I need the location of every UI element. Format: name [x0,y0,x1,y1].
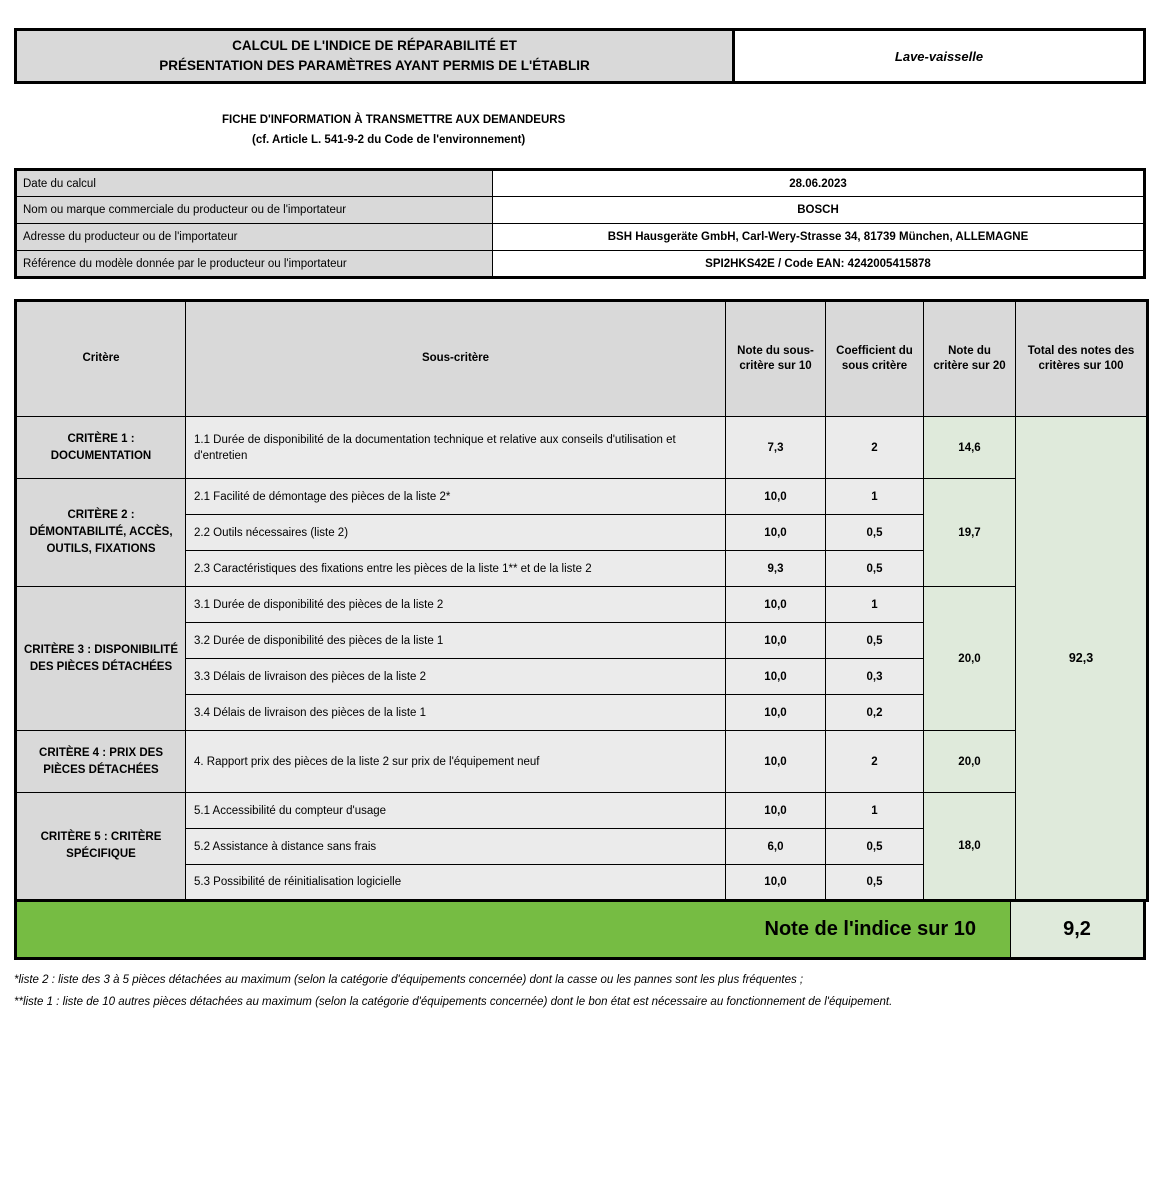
subcriterion-coefficient: 0,5 [826,515,924,551]
subcriterion-label: 5.3 Possibilité de réinitialisation logicielle [186,865,726,901]
subcriterion-label: 3.1 Durée de disponibilité des pièces de la liste 2 [186,587,726,623]
table-row [16,170,1145,197]
table-row [16,793,1148,829]
subcriterion-coefficient: 0,2 [826,695,924,731]
product-category: Lave-vaisselle [735,31,1143,81]
table-row [16,587,1148,623]
subcriterion-note: 9,3 [726,551,826,587]
table-row [16,251,1145,278]
subcriterion-coefficient: 2 [826,731,924,793]
subcriterion-label: 5.2 Assistance à distance sans frais [186,829,726,865]
subcriterion-note: 10,0 [726,659,826,695]
document-title [17,31,735,81]
subcriterion-label: 2.3 Caractéristiques des fixations entre les pièces de la liste 1** et de la liste 2 [186,551,726,587]
table-header-row [16,301,1148,417]
criterion-name: CRITÈRE 1 : DOCUMENTATION [16,417,186,479]
subtitle-line2: (cf. Article L. 541-9-2 du Code de l'environnement) [252,134,526,147]
ident-label: Date du calcul [16,170,493,197]
criterion-name: CRITÈRE 4 : PRIX DES PIÈCES DÉTACHÉES [16,731,186,793]
col-header-critere: Critère [16,301,186,417]
footnote-liste1: **liste 1 : liste de 10 autres pièces détachées au maximum (selon la catégorie d'équipements concernée) dont le bon état est nécessaire au fonctionnement de l'équipement. [14,996,893,1009]
table-row [16,731,1148,793]
identification-table [14,168,1146,279]
criterion-note: 20,0 [924,731,1016,793]
subcriterion-coefficient: 0,3 [826,659,924,695]
footnote-liste2: *liste 2 : liste des 3 à 5 pièces détachées au maximum (selon la catégorie d'équipements concernée) dont la casse ou les pannes sont les plus fréquentes ; [14,974,804,987]
document-title-line2: PRÉSENTATION DES PARAMÈTRES AYANT PERMIS DE L'ÉTABLIR [159,58,590,73]
ident-label: Adresse du producteur ou de l'importateur [16,224,493,251]
subcriterion-label: 1.1 Durée de disponibilité de la documentation technique et relative aux conseils d'utilisation et d'entretien [186,417,726,479]
criterion-note: 20,0 [924,587,1016,731]
footnotes [14,970,1146,1012]
document-header [14,28,1146,84]
criterion-note: 14,6 [924,417,1016,479]
criterion-name: CRITÈRE 3 : DISPONIBILITÉ DES PIÈCES DÉTACHÉES [16,587,186,731]
subcriterion-note: 10,0 [726,623,826,659]
repairability-index-document [0,28,1160,1188]
subcriterion-coefficient: 1 [826,479,924,515]
subcriterion-coefficient: 1 [826,793,924,829]
subcriterion-coefficient: 0,5 [826,623,924,659]
col-header-total: Total des notes des critères sur 100 [1016,301,1148,417]
total-score: 92,3 [1016,417,1148,901]
col-header-sous-critere: Sous-critère [186,301,726,417]
subcriterion-label: 3.2 Durée de disponibilité des pièces de la liste 1 [186,623,726,659]
col-header-coefficient: Coefficient du sous critère [826,301,924,417]
table-row [16,224,1145,251]
subcriterion-note: 10,0 [726,865,826,901]
subcriterion-note: 10,0 [726,587,826,623]
subcriterion-note: 10,0 [726,515,826,551]
subcriterion-coefficient: 2 [826,417,924,479]
table-row [16,479,1148,515]
subtitle-line1: FICHE D'INFORMATION À TRANSMETTRE AUX DEMANDEURS [222,114,566,126]
ident-label: Nom ou marque commerciale du producteur ou de l'importateur [16,197,493,224]
scoring-table [14,299,1149,902]
document-subtitle [222,110,1146,150]
ident-value: BSH Hausgeräte GmbH, Carl-Wery-Strasse 34, 81739 München, ALLEMAGNE [493,224,1145,251]
criterion-note: 18,0 [924,793,1016,901]
subcriterion-label: 4. Rapport prix des pièces de la liste 2 sur prix de l'équipement neuf [186,731,726,793]
final-score-band [14,902,1146,960]
subcriterion-note: 10,0 [726,731,826,793]
col-header-note-critere: Note du critère sur 20 [924,301,1016,417]
subcriterion-label: 3.3 Délais de livraison des pièces de la liste 2 [186,659,726,695]
ident-value: 28.06.2023 [493,170,1145,197]
criterion-name: CRITÈRE 5 : CRITÈRE SPÉCIFIQUE [16,793,186,901]
table-row [16,417,1148,479]
subcriterion-label: 2.1 Facilité de démontage des pièces de la liste 2* [186,479,726,515]
subcriterion-coefficient: 0,5 [826,865,924,901]
col-header-note-sous-critere: Note du sous-critère sur 10 [726,301,826,417]
subcriterion-note: 10,0 [726,793,826,829]
subcriterion-note: 7,3 [726,417,826,479]
ident-value: SPI2HKS42E / Code EAN: 4242005415878 [493,251,1145,278]
criterion-name: CRITÈRE 2 : DÉMONTABILITÉ, ACCÈS, OUTILS, FIXATIONS [16,479,186,587]
subcriterion-label: 3.4 Délais de livraison des pièces de la liste 1 [186,695,726,731]
criterion-note: 19,7 [924,479,1016,587]
subcriterion-coefficient: 0,5 [826,829,924,865]
table-row [16,197,1145,224]
final-score-value: 9,2 [1010,902,1143,957]
subcriterion-coefficient: 1 [826,587,924,623]
subcriterion-note: 10,0 [726,479,826,515]
final-score-label: Note de l'indice sur 10 [17,902,1010,957]
subcriterion-label: 5.1 Accessibilité du compteur d'usage [186,793,726,829]
subcriterion-note: 6,0 [726,829,826,865]
subcriterion-note: 10,0 [726,695,826,731]
subcriterion-label: 2.2 Outils nécessaires (liste 2) [186,515,726,551]
document-title-line1: CALCUL DE L'INDICE DE RÉPARABILITÉ ET [232,38,517,54]
ident-label: Référence du modèle donnée par le producteur ou l'importateur [16,251,493,278]
ident-value: BOSCH [493,197,1145,224]
subcriterion-coefficient: 0,5 [826,551,924,587]
